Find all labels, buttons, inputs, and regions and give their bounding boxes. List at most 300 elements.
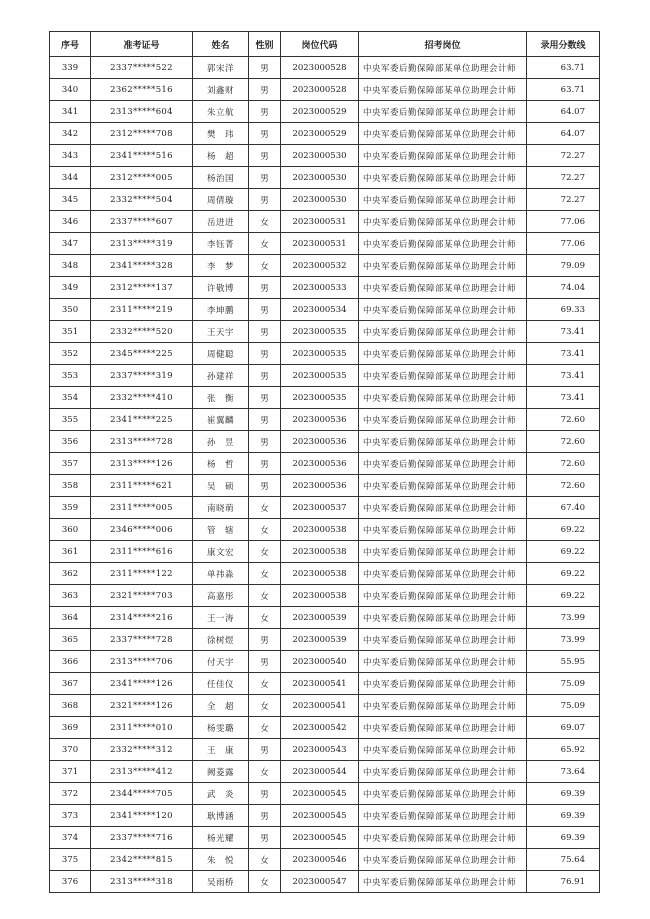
cell-post: 中央军委后勤保障部某单位助理会计师 xyxy=(359,651,527,673)
table-row xyxy=(50,827,600,849)
cell-ticket: 2311*****010 xyxy=(91,717,193,739)
cell-score: 75.09 xyxy=(527,673,600,695)
cell-gender: 男 xyxy=(249,343,281,365)
cell-score: 79.09 xyxy=(527,255,600,277)
cell-post: 中央军委后勤保障部某单位助理会计师 xyxy=(359,607,527,629)
cell-gender: 男 xyxy=(249,387,281,409)
table-row xyxy=(50,299,600,321)
cell-post-code: 2023000532 xyxy=(281,255,359,277)
cell-post-code: 2023000545 xyxy=(281,783,359,805)
cell-gender: 男 xyxy=(249,277,281,299)
cell-post: 中央军委后勤保障部某单位助理会计师 xyxy=(359,563,527,585)
cell-post-code: 2023000536 xyxy=(281,453,359,475)
cell-post-code: 2023000541 xyxy=(281,695,359,717)
cell-post-code: 2023000545 xyxy=(281,827,359,849)
cell-ticket: 2332*****504 xyxy=(91,189,193,211)
table-row xyxy=(50,871,600,893)
table-row xyxy=(50,541,600,563)
cell-score: 67.40 xyxy=(527,497,600,519)
cell-ticket: 2313*****604 xyxy=(91,101,193,123)
cell-name: 高嘉彤 xyxy=(193,585,249,607)
cell-seq: 359 xyxy=(50,497,91,519)
cell-post-code: 2023000529 xyxy=(281,101,359,123)
cell-name: 付天宇 xyxy=(193,651,249,673)
cell-score: 69.07 xyxy=(527,717,600,739)
table-row xyxy=(50,409,600,431)
cell-ticket: 2312*****137 xyxy=(91,277,193,299)
cell-score: 77.06 xyxy=(527,233,600,255)
cell-post: 中央军委后勤保障部某单位助理会计师 xyxy=(359,717,527,739)
cell-name: 王 康 xyxy=(193,739,249,761)
table-row xyxy=(50,651,600,673)
cell-post-code: 2023000543 xyxy=(281,739,359,761)
cell-ticket: 2344*****705 xyxy=(91,783,193,805)
cell-seq: 361 xyxy=(50,541,91,563)
cell-name: 郭宋洋 xyxy=(193,57,249,79)
cell-name: 吴雨桥 xyxy=(193,871,249,893)
cell-post-code: 2023000540 xyxy=(281,651,359,673)
cell-post: 中央军委后勤保障部某单位助理会计师 xyxy=(359,365,527,387)
cell-score: 73.99 xyxy=(527,607,600,629)
cell-name: 刘鑫财 xyxy=(193,79,249,101)
cell-name: 南晓萌 xyxy=(193,497,249,519)
cell-score: 75.64 xyxy=(527,849,600,871)
cell-ticket: 2342*****815 xyxy=(91,849,193,871)
cell-post-code: 2023000530 xyxy=(281,189,359,211)
cell-post: 中央军委后勤保障部某单位助理会计师 xyxy=(359,233,527,255)
table-row xyxy=(50,453,600,475)
cell-post-code: 2023000535 xyxy=(281,387,359,409)
header-post-code: 岗位代码 xyxy=(281,32,359,57)
cell-post: 中央军委后勤保障部某单位助理会计师 xyxy=(359,431,527,453)
cell-seq: 347 xyxy=(50,233,91,255)
cell-post: 中央军委后勤保障部某单位助理会计师 xyxy=(359,475,527,497)
cell-gender: 男 xyxy=(249,365,281,387)
cell-name: 王天宇 xyxy=(193,321,249,343)
header-post: 招考岗位 xyxy=(359,32,527,57)
cell-ticket: 2321*****703 xyxy=(91,585,193,607)
cell-post-code: 2023000535 xyxy=(281,365,359,387)
cell-name: 许敬博 xyxy=(193,277,249,299)
cell-seq: 346 xyxy=(50,211,91,233)
cell-post: 中央军委后勤保障部某单位助理会计师 xyxy=(359,79,527,101)
cell-score: 73.41 xyxy=(527,387,600,409)
table-row xyxy=(50,211,600,233)
cell-seq: 372 xyxy=(50,783,91,805)
cell-gender: 男 xyxy=(249,805,281,827)
cell-seq: 353 xyxy=(50,365,91,387)
cell-name: 杨光耀 xyxy=(193,827,249,849)
cell-score: 69.22 xyxy=(527,563,600,585)
cell-gender: 男 xyxy=(249,299,281,321)
cell-post: 中央军委后勤保障部某单位助理会计师 xyxy=(359,761,527,783)
score-table xyxy=(49,31,600,893)
cell-score: 69.39 xyxy=(527,783,600,805)
cell-post: 中央军委后勤保障部某单位助理会计师 xyxy=(359,783,527,805)
cell-seq: 352 xyxy=(50,343,91,365)
cell-seq: 363 xyxy=(50,585,91,607)
cell-gender: 女 xyxy=(249,255,281,277)
cell-seq: 339 xyxy=(50,57,91,79)
cell-name: 朱立航 xyxy=(193,101,249,123)
cell-ticket: 2313*****412 xyxy=(91,761,193,783)
table-row xyxy=(50,387,600,409)
cell-ticket: 2341*****126 xyxy=(91,673,193,695)
header-ticket: 准考证号 xyxy=(91,32,193,57)
cell-post: 中央军委后勤保障部某单位助理会计师 xyxy=(359,255,527,277)
cell-post-code: 2023000530 xyxy=(281,167,359,189)
cell-gender: 女 xyxy=(249,761,281,783)
cell-ticket: 2332*****520 xyxy=(91,321,193,343)
cell-post: 中央军委后勤保障部某单位助理会计师 xyxy=(359,57,527,79)
cell-gender: 女 xyxy=(249,717,281,739)
cell-gender: 女 xyxy=(249,497,281,519)
header-seq: 序号 xyxy=(50,32,91,57)
cell-post: 中央军委后勤保障部某单位助理会计师 xyxy=(359,673,527,695)
cell-score: 69.39 xyxy=(527,805,600,827)
cell-name: 耿博涵 xyxy=(193,805,249,827)
table-row xyxy=(50,343,600,365)
cell-ticket: 2313*****318 xyxy=(91,871,193,893)
cell-post-code: 2023000535 xyxy=(281,343,359,365)
cell-gender: 女 xyxy=(249,695,281,717)
cell-post: 中央军委后勤保障部某单位助理会计师 xyxy=(359,167,527,189)
cell-ticket: 2311*****621 xyxy=(91,475,193,497)
cell-post-code: 2023000536 xyxy=(281,409,359,431)
table-row xyxy=(50,365,600,387)
cell-gender: 女 xyxy=(249,607,281,629)
cell-seq: 355 xyxy=(50,409,91,431)
table-row xyxy=(50,497,600,519)
cell-gender: 女 xyxy=(249,519,281,541)
table-row xyxy=(50,783,600,805)
cell-post: 中央军委后勤保障部某单位助理会计师 xyxy=(359,695,527,717)
cell-seq: 360 xyxy=(50,519,91,541)
cell-ticket: 2337*****728 xyxy=(91,629,193,651)
cell-seq: 362 xyxy=(50,563,91,585)
cell-post-code: 2023000536 xyxy=(281,475,359,497)
cell-ticket: 2341*****516 xyxy=(91,145,193,167)
cell-ticket: 2341*****225 xyxy=(91,409,193,431)
cell-ticket: 2311*****219 xyxy=(91,299,193,321)
cell-score: 72.60 xyxy=(527,453,600,475)
cell-gender: 女 xyxy=(249,211,281,233)
cell-ticket: 2312*****005 xyxy=(91,167,193,189)
cell-score: 72.60 xyxy=(527,409,600,431)
cell-post: 中央军委后勤保障部某单位助理会计师 xyxy=(359,189,527,211)
cell-post-code: 2023000531 xyxy=(281,211,359,233)
table-row xyxy=(50,321,600,343)
cell-seq: 365 xyxy=(50,629,91,651)
table-row xyxy=(50,101,600,123)
cell-post-code: 2023000537 xyxy=(281,497,359,519)
cell-post: 中央军委后勤保障部某单位助理会计师 xyxy=(359,321,527,343)
table-row xyxy=(50,761,600,783)
cell-post-code: 2023000535 xyxy=(281,321,359,343)
cell-name: 孙建祥 xyxy=(193,365,249,387)
cell-gender: 男 xyxy=(249,739,281,761)
cell-seq: 348 xyxy=(50,255,91,277)
cell-score: 64.07 xyxy=(527,123,600,145)
cell-ticket: 2321*****126 xyxy=(91,695,193,717)
cell-name: 周健聪 xyxy=(193,343,249,365)
cell-name: 阙菱露 xyxy=(193,761,249,783)
cell-seq: 341 xyxy=(50,101,91,123)
cell-name: 李 梦 xyxy=(193,255,249,277)
cell-name: 李钰菁 xyxy=(193,233,249,255)
cell-seq: 370 xyxy=(50,739,91,761)
cell-score: 69.39 xyxy=(527,827,600,849)
cell-score: 69.22 xyxy=(527,519,600,541)
cell-post: 中央军委后勤保障部某单位助理会计师 xyxy=(359,211,527,233)
cell-name: 樊 玮 xyxy=(193,123,249,145)
cell-ticket: 2341*****120 xyxy=(91,805,193,827)
cell-post-code: 2023000530 xyxy=(281,145,359,167)
cell-post: 中央军委后勤保障部某单位助理会计师 xyxy=(359,387,527,409)
cell-ticket: 2337*****716 xyxy=(91,827,193,849)
cell-post: 中央军委后勤保障部某单位助理会计师 xyxy=(359,585,527,607)
table-row xyxy=(50,431,600,453)
header-score: 录用分数线 xyxy=(527,32,600,57)
cell-gender: 男 xyxy=(249,101,281,123)
cell-name: 崔翼麟 xyxy=(193,409,249,431)
cell-ticket: 2314*****216 xyxy=(91,607,193,629)
cell-seq: 369 xyxy=(50,717,91,739)
cell-post: 中央军委后勤保障部某单位助理会计师 xyxy=(359,497,527,519)
cell-post: 中央军委后勤保障部某单位助理会计师 xyxy=(359,629,527,651)
cell-name: 杨治国 xyxy=(193,167,249,189)
cell-gender: 男 xyxy=(249,167,281,189)
cell-score: 73.41 xyxy=(527,365,600,387)
cell-post: 中央军委后勤保障部某单位助理会计师 xyxy=(359,453,527,475)
cell-ticket: 2312*****708 xyxy=(91,123,193,145)
cell-ticket: 2341*****328 xyxy=(91,255,193,277)
cell-score: 72.60 xyxy=(527,475,600,497)
cell-post: 中央军委后勤保障部某单位助理会计师 xyxy=(359,123,527,145)
cell-score: 72.27 xyxy=(527,189,600,211)
cell-seq: 376 xyxy=(50,871,91,893)
table-row xyxy=(50,629,600,651)
table-row xyxy=(50,79,600,101)
table-body xyxy=(50,57,600,893)
cell-seq: 344 xyxy=(50,167,91,189)
cell-score: 72.60 xyxy=(527,431,600,453)
cell-post: 中央军委后勤保障部某单位助理会计师 xyxy=(359,343,527,365)
cell-seq: 356 xyxy=(50,431,91,453)
cell-name: 单祎淼 xyxy=(193,563,249,585)
cell-post: 中央军委后勤保障部某单位助理会计师 xyxy=(359,277,527,299)
cell-seq: 371 xyxy=(50,761,91,783)
table-row xyxy=(50,233,600,255)
cell-ticket: 2311*****616 xyxy=(91,541,193,563)
table-row xyxy=(50,255,600,277)
cell-ticket: 2313*****319 xyxy=(91,233,193,255)
cell-ticket: 2346*****006 xyxy=(91,519,193,541)
cell-seq: 345 xyxy=(50,189,91,211)
cell-name: 张 衡 xyxy=(193,387,249,409)
cell-post-code: 2023000528 xyxy=(281,57,359,79)
cell-score: 64.07 xyxy=(527,101,600,123)
cell-gender: 男 xyxy=(249,321,281,343)
cell-post-code: 2023000528 xyxy=(281,79,359,101)
cell-gender: 女 xyxy=(249,871,281,893)
cell-score: 75.09 xyxy=(527,695,600,717)
cell-seq: 373 xyxy=(50,805,91,827)
header-name: 姓名 xyxy=(193,32,249,57)
cell-gender: 女 xyxy=(249,233,281,255)
cell-name: 武 炎 xyxy=(193,783,249,805)
cell-post: 中央军委后勤保障部某单位助理会计师 xyxy=(359,541,527,563)
cell-gender: 男 xyxy=(249,431,281,453)
cell-seq: 354 xyxy=(50,387,91,409)
cell-score: 73.99 xyxy=(527,629,600,651)
cell-gender: 男 xyxy=(249,145,281,167)
cell-score: 69.22 xyxy=(527,585,600,607)
cell-seq: 351 xyxy=(50,321,91,343)
cell-post: 中央军委后勤保障部某单位助理会计师 xyxy=(359,805,527,827)
cell-name: 杨 哲 xyxy=(193,453,249,475)
cell-post-code: 2023000538 xyxy=(281,563,359,585)
table-row xyxy=(50,189,600,211)
cell-ticket: 2313*****706 xyxy=(91,651,193,673)
cell-score: 72.27 xyxy=(527,145,600,167)
table-row xyxy=(50,607,600,629)
cell-name: 吴 硕 xyxy=(193,475,249,497)
cell-ticket: 2313*****728 xyxy=(91,431,193,453)
cell-post: 中央军委后勤保障部某单位助理会计师 xyxy=(359,739,527,761)
cell-post: 中央军委后勤保障部某单位助理会计师 xyxy=(359,409,527,431)
cell-post: 中央军委后勤保障部某单位助理会计师 xyxy=(359,849,527,871)
cell-post-code: 2023000538 xyxy=(281,519,359,541)
table-row xyxy=(50,739,600,761)
cell-post-code: 2023000545 xyxy=(281,805,359,827)
cell-name: 周倩璇 xyxy=(193,189,249,211)
table-row xyxy=(50,475,600,497)
cell-name: 徐树煜 xyxy=(193,629,249,651)
table-row xyxy=(50,585,600,607)
cell-score: 69.22 xyxy=(527,541,600,563)
cell-gender: 男 xyxy=(249,189,281,211)
cell-gender: 男 xyxy=(249,123,281,145)
cell-post-code: 2023000544 xyxy=(281,761,359,783)
cell-score: 63.71 xyxy=(527,57,600,79)
cell-gender: 男 xyxy=(249,651,281,673)
cell-post-code: 2023000539 xyxy=(281,629,359,651)
cell-gender: 女 xyxy=(249,541,281,563)
cell-post-code: 2023000541 xyxy=(281,673,359,695)
cell-post-code: 2023000539 xyxy=(281,607,359,629)
table-row xyxy=(50,519,600,541)
cell-gender: 女 xyxy=(249,563,281,585)
cell-seq: 343 xyxy=(50,145,91,167)
cell-seq: 357 xyxy=(50,453,91,475)
header-row xyxy=(50,32,600,57)
cell-score: 69.33 xyxy=(527,299,600,321)
cell-post: 中央军委后勤保障部某单位助理会计师 xyxy=(359,101,527,123)
cell-score: 73.41 xyxy=(527,321,600,343)
cell-seq: 340 xyxy=(50,79,91,101)
cell-gender: 男 xyxy=(249,453,281,475)
cell-post: 中央军委后勤保障部某单位助理会计师 xyxy=(359,871,527,893)
cell-post: 中央军委后勤保障部某单位助理会计师 xyxy=(359,519,527,541)
cell-post: 中央军委后勤保障部某单位助理会计师 xyxy=(359,299,527,321)
cell-post-code: 2023000529 xyxy=(281,123,359,145)
table-row xyxy=(50,123,600,145)
cell-gender: 男 xyxy=(249,783,281,805)
cell-seq: 364 xyxy=(50,607,91,629)
cell-gender: 男 xyxy=(249,79,281,101)
cell-score: 77.06 xyxy=(527,211,600,233)
cell-gender: 男 xyxy=(249,827,281,849)
table-row xyxy=(50,805,600,827)
cell-seq: 367 xyxy=(50,673,91,695)
cell-ticket: 2337*****607 xyxy=(91,211,193,233)
cell-name: 岳进进 xyxy=(193,211,249,233)
cell-ticket: 2337*****522 xyxy=(91,57,193,79)
cell-name: 杨 超 xyxy=(193,145,249,167)
cell-name: 王一涛 xyxy=(193,607,249,629)
cell-seq: 350 xyxy=(50,299,91,321)
cell-post-code: 2023000538 xyxy=(281,585,359,607)
table-row xyxy=(50,563,600,585)
cell-gender: 女 xyxy=(249,849,281,871)
cell-ticket: 2337*****319 xyxy=(91,365,193,387)
cell-post-code: 2023000531 xyxy=(281,233,359,255)
cell-name: 康文宏 xyxy=(193,541,249,563)
table-row xyxy=(50,673,600,695)
cell-post-code: 2023000542 xyxy=(281,717,359,739)
cell-ticket: 2311*****005 xyxy=(91,497,193,519)
cell-score: 65.92 xyxy=(527,739,600,761)
cell-ticket: 2362*****516 xyxy=(91,79,193,101)
cell-score: 73.41 xyxy=(527,343,600,365)
cell-seq: 368 xyxy=(50,695,91,717)
cell-seq: 375 xyxy=(50,849,91,871)
cell-gender: 男 xyxy=(249,409,281,431)
cell-seq: 374 xyxy=(50,827,91,849)
cell-score: 63.71 xyxy=(527,79,600,101)
cell-ticket: 2332*****312 xyxy=(91,739,193,761)
cell-score: 74.04 xyxy=(527,277,600,299)
cell-post-code: 2023000534 xyxy=(281,299,359,321)
cell-score: 55.95 xyxy=(527,651,600,673)
table-row xyxy=(50,717,600,739)
table-row xyxy=(50,57,600,79)
cell-seq: 342 xyxy=(50,123,91,145)
header-gender: 性别 xyxy=(249,32,281,57)
table-row xyxy=(50,695,600,717)
cell-name: 全 超 xyxy=(193,695,249,717)
cell-score: 72.27 xyxy=(527,167,600,189)
cell-gender: 女 xyxy=(249,585,281,607)
cell-gender: 男 xyxy=(249,57,281,79)
cell-name: 管 辖 xyxy=(193,519,249,541)
cell-post-code: 2023000547 xyxy=(281,871,359,893)
cell-ticket: 2345*****225 xyxy=(91,343,193,365)
cell-name: 朱 悦 xyxy=(193,849,249,871)
cell-post-code: 2023000536 xyxy=(281,431,359,453)
cell-gender: 男 xyxy=(249,475,281,497)
cell-post: 中央军委后勤保障部某单位助理会计师 xyxy=(359,827,527,849)
table-row xyxy=(50,277,600,299)
cell-name: 任佳仪 xyxy=(193,673,249,695)
table-row xyxy=(50,849,600,871)
cell-ticket: 2311*****122 xyxy=(91,563,193,585)
cell-gender: 男 xyxy=(249,629,281,651)
cell-ticket: 2313*****126 xyxy=(91,453,193,475)
cell-post-code: 2023000533 xyxy=(281,277,359,299)
cell-ticket: 2332*****410 xyxy=(91,387,193,409)
